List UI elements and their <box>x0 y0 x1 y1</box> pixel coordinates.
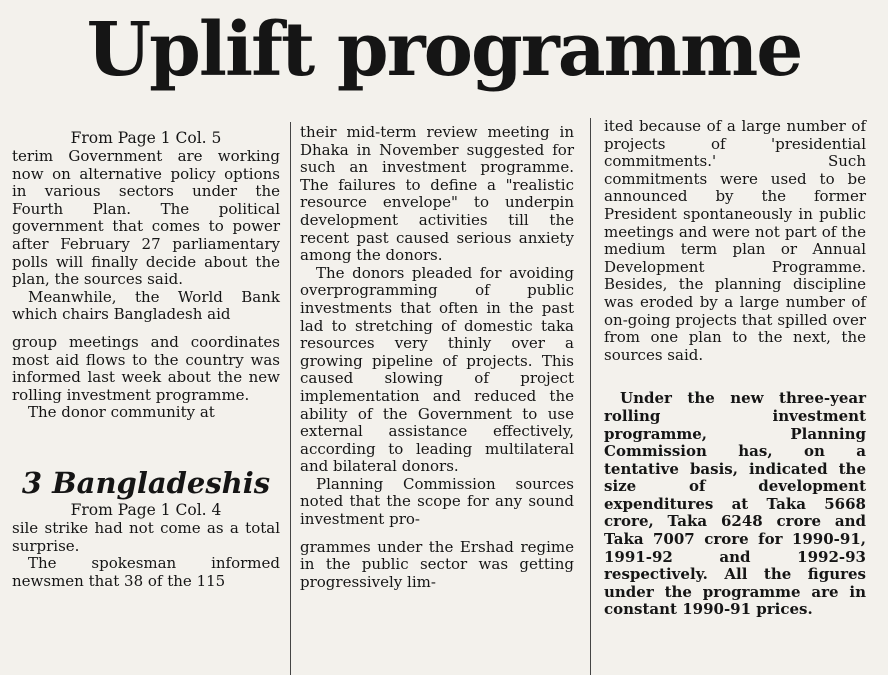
paragraph: Planning Commission sources noted that the scope for any sound investment pro- <box>300 474 574 529</box>
paragraph: The donor community at <box>28 403 215 422</box>
paragraph: grammes under the Ershad regime in the public sector was getting progressively lim- <box>300 537 574 591</box>
headline: Uplift programme <box>86 7 802 93</box>
paragraph: Under the new three-year rolling investment programme, Planning Commission has, on a tentative basis, indicated the size of development expenditures at Taka 5668 crore, Taka 6248 crore and Taka 7007 crore for 1990-91, 1991-92 and 1992-93 respectively. All the figures under the programme are in constant 1990-91 prices. <box>604 389 866 619</box>
paragraph: The donors pleaded for avoiding overprogramming of public investments that often in the past lad to stretching of domestic taka resources very thinly over a growing pipeline of projects. This caused slowing of project implementation and reduced the ability of the Government to use external assistance effectively, according to leading multilateral and bilateral donors. <box>300 263 574 476</box>
paragraph: The spokesman informed newsmen that 38 of the 115 <box>12 554 280 590</box>
column-3 <box>604 118 866 619</box>
column-2 <box>300 124 574 591</box>
paragraph: Meanwhile, the World Bank which chairs Bangladesh aid <box>12 287 280 324</box>
paragraph: sile strike had not come as a total surprise. <box>12 518 280 555</box>
paragraph: their mid-term review meeting in Dhaka in November suggested for such an investment programme. The failures to define a "realistic resource envelope" to underpin development activities till the recent past caused serious anxiety among the donors. <box>300 123 574 265</box>
column-1 <box>12 128 280 590</box>
continuation-line: From Page 1 Col. 5 <box>70 129 222 147</box>
paragraph: ited because of a large number of projects of 'presidential commitments.' Such commitments were used to be announced by the former President spontaneously in public meetings and were not part of the medium term plan or Annual Development Programme. Besides, the planning discipline was eroded by a large number of on-going projects that spilled over from one plan to the next, the sources said. <box>604 117 866 364</box>
continuation-line: From Page 1 Col. 4 <box>70 500 222 519</box>
subhead: 3 Bangladeshis <box>21 465 271 500</box>
paragraph: group meetings and coordinates most aid flows to the country was informed last week about the new rolling investment programme. <box>12 332 280 404</box>
paragraph: terim Government are working now on alternative policy options in various sectors under the Fourth Plan. The political government that comes to power after February 27 parliamentary polls will finally decide about the plan, the sources said. <box>12 147 280 289</box>
column-rule-right <box>590 118 591 675</box>
column-rule-left <box>290 122 291 675</box>
